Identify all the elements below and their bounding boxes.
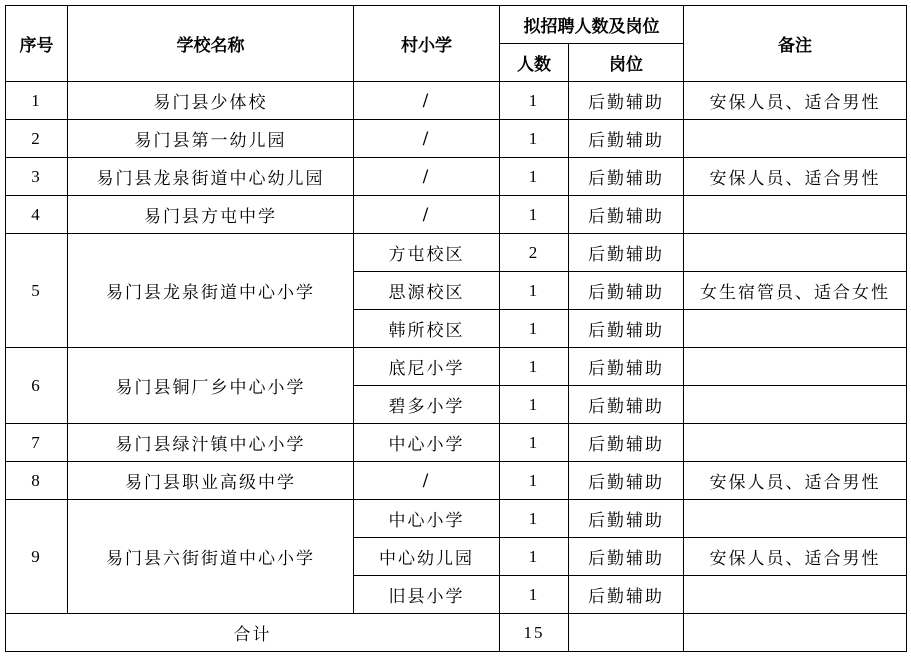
cell-remark: 安保人员、适合男性 [684,158,907,196]
table-row [6,120,907,158]
cell-remark [684,500,907,538]
cell-position: 后勤辅助 [569,538,684,576]
table-row [6,196,907,234]
cell-school: 易门县绿汁镇中心小学 [68,424,354,462]
cell-village: 韩所校区 [354,310,500,348]
table-row [6,348,907,386]
cell-village: / [354,120,500,158]
cell-position: 后勤辅助 [569,386,684,424]
cell-position: 后勤辅助 [569,196,684,234]
cell-school: 易门县少体校 [68,82,354,120]
cell-remark [684,196,907,234]
cell-village: 碧多小学 [354,386,500,424]
cell-seq: 8 [6,462,68,500]
cell-seq: 4 [6,196,68,234]
cell-position: 后勤辅助 [569,272,684,310]
cell-position: 后勤辅助 [569,500,684,538]
table-row [6,158,907,196]
cell-count: 1 [500,158,569,196]
cell-position: 后勤辅助 [569,348,684,386]
total-blank-remark [684,614,907,652]
cell-village: 中心幼儿园 [354,538,500,576]
cell-count: 1 [500,196,569,234]
cell-seq: 7 [6,424,68,462]
header-seq: 序号 [6,6,68,82]
cell-remark: 女生宿管员、适合女性 [684,272,907,310]
cell-village: / [354,158,500,196]
cell-school: 易门县方屯中学 [68,196,354,234]
cell-count: 1 [500,424,569,462]
cell-position: 后勤辅助 [569,120,684,158]
cell-school: 易门县龙泉街道中心小学 [68,234,354,348]
cell-position: 后勤辅助 [569,310,684,348]
header-group: 拟招聘人数及岗位 [500,6,684,44]
cell-position: 后勤辅助 [569,158,684,196]
total-label: 合计 [6,614,500,652]
table-row [6,462,907,500]
cell-seq: 1 [6,82,68,120]
cell-seq: 5 [6,234,68,348]
table-row [6,424,907,462]
total-row [6,614,907,652]
cell-remark [684,424,907,462]
cell-seq: 6 [6,348,68,424]
cell-position: 后勤辅助 [569,462,684,500]
cell-village: / [354,462,500,500]
cell-school: 易门县职业高级中学 [68,462,354,500]
cell-school: 易门县铜厂乡中心小学 [68,348,354,424]
table-row [6,500,907,538]
cell-remark [684,348,907,386]
cell-village: 中心小学 [354,424,500,462]
cell-count: 1 [500,500,569,538]
cell-seq: 9 [6,500,68,614]
cell-village: 中心小学 [354,500,500,538]
cell-count: 1 [500,348,569,386]
cell-count: 1 [500,120,569,158]
cell-count: 1 [500,538,569,576]
cell-remark: 安保人员、适合男性 [684,462,907,500]
total-count: 15 [500,614,569,652]
header-count: 人数 [500,44,569,82]
cell-village: / [354,82,500,120]
table-row [6,234,907,272]
header-village: 村小学 [354,6,500,82]
table-row [6,82,907,120]
cell-village: 方屯校区 [354,234,500,272]
cell-position: 后勤辅助 [569,82,684,120]
header-remark: 备注 [684,6,907,82]
total-blank-position [569,614,684,652]
table-body [6,82,907,614]
header-row-1 [6,6,907,44]
cell-remark [684,310,907,348]
cell-position: 后勤辅助 [569,424,684,462]
cell-village: 旧县小学 [354,576,500,614]
cell-count: 1 [500,310,569,348]
header-school: 学校名称 [68,6,354,82]
cell-remark [684,234,907,272]
recruitment-table [5,5,907,652]
cell-seq: 2 [6,120,68,158]
cell-school: 易门县第一幼儿园 [68,120,354,158]
cell-count: 1 [500,272,569,310]
cell-village: 底尼小学 [354,348,500,386]
cell-seq: 3 [6,158,68,196]
cell-count: 2 [500,234,569,272]
cell-remark [684,576,907,614]
cell-count: 1 [500,576,569,614]
cell-position: 后勤辅助 [569,234,684,272]
cell-remark: 安保人员、适合男性 [684,82,907,120]
cell-remark: 安保人员、适合男性 [684,538,907,576]
cell-village: 思源校区 [354,272,500,310]
cell-school: 易门县六街街道中心小学 [68,500,354,614]
cell-remark [684,120,907,158]
cell-village: / [354,196,500,234]
cell-position: 后勤辅助 [569,576,684,614]
cell-school: 易门县龙泉街道中心幼儿园 [68,158,354,196]
header-position: 岗位 [569,44,684,82]
cell-count: 1 [500,386,569,424]
cell-remark [684,386,907,424]
cell-count: 1 [500,462,569,500]
cell-count: 1 [500,82,569,120]
